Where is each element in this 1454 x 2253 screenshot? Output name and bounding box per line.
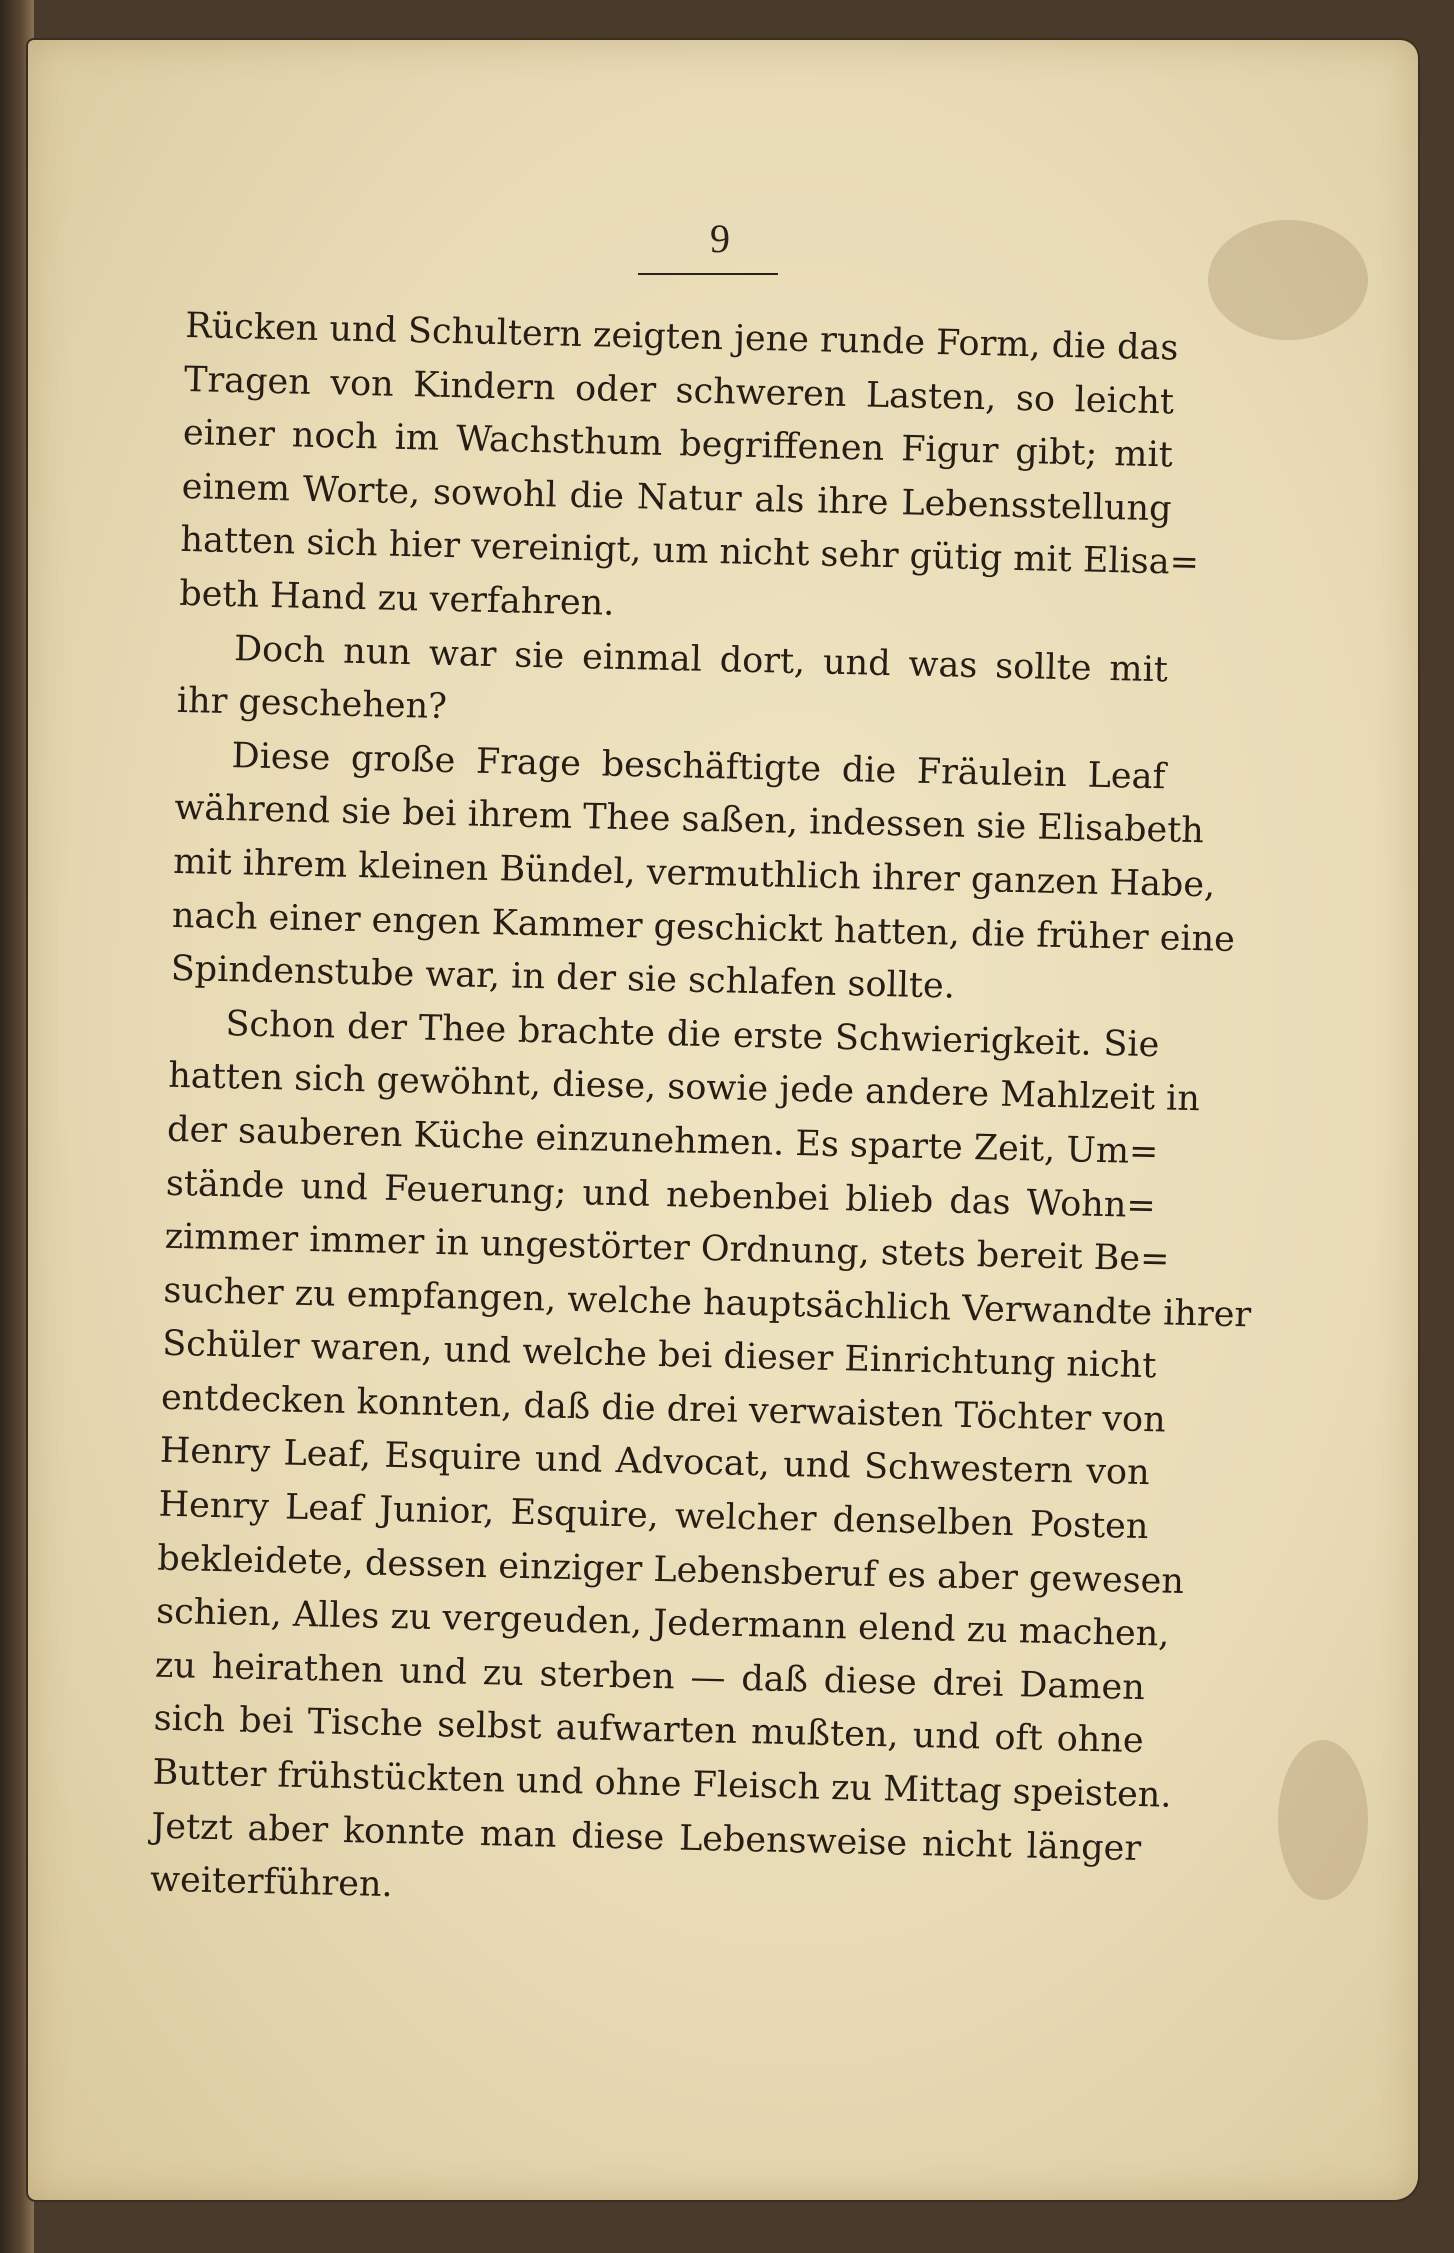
text-line: einem Worte, sowohl die Natur als ihre Lebensstellung: [181, 466, 1172, 530]
paragraph: [178, 300, 1200, 644]
paragraph: [149, 997, 1252, 1930]
text-line: Jetzt aber konnte man diese Lebensweise nicht länger: [150, 1806, 1142, 1869]
text-line: Schüler waren, und welche bei dieser Einrichtung nicht: [161, 1324, 1157, 1387]
text-line: beth Hand zu verfahren.: [178, 573, 615, 624]
paper-stain: [1278, 1740, 1368, 1900]
text-line: weiterführen.: [149, 1859, 394, 1906]
text-line: Henry Leaf, Esquire und Advocat, und Schwestern von: [159, 1431, 1151, 1494]
text-line: während sie bei ihrem Thee saßen, indessen sie Elisabeth: [174, 788, 1205, 852]
text-line: nach einer engen Kammer geschickt hatten, die früher eine: [171, 895, 1236, 960]
text-line: der sauberen Küche einzunehmen. Es sparte Zeit, Um=: [166, 1109, 1159, 1173]
text-line: einer noch im Wachsthum begriffenen Figur gibt; mit: [182, 413, 1174, 476]
text-line: hatten sich hier vereinigt, um nicht sehr gütig mit Elisa=: [180, 520, 1200, 584]
text-line: bekleidete, dessen einziger Lebensberuf es aber gewesen: [156, 1538, 1185, 1602]
text-line: Henry Leaf Junior, Esquire, welcher denselben Posten: [158, 1484, 1149, 1548]
text-line: hatten sich gewöhnt, diese, sowie jede andere Mahlzeit in: [167, 1056, 1201, 1120]
text-line: zimmer immer in ungestörter Ordnung, stets bereit Be=: [164, 1216, 1170, 1280]
page-number-rule: [638, 273, 778, 275]
page-number: 9: [710, 216, 730, 261]
text-line: Doch nun war sie einmal dort, und was sollte mit: [233, 628, 1169, 690]
text-line: zu heirathen und zu sterben — daß diese drei Damen: [154, 1645, 1146, 1708]
text-line: stände und Feuerung; und nebenbei blieb das Wohn=: [165, 1163, 1157, 1226]
text-line: Butter frühstückten und ohne Fleisch zu Mittag speisten.: [152, 1752, 1172, 1816]
text-line: entdecken konnten, daß die drei verwaisten Töchter von: [160, 1377, 1167, 1441]
text-line: Spindenstube war, in der sie schlafen sollte.: [170, 948, 956, 1007]
text-line: Tragen von Kindern oder schweren Lasten, so leicht: [183, 359, 1175, 423]
text-line: sucher zu empfangen, welche hauptsächlich Verwandte ihrer: [163, 1270, 1252, 1336]
text-line: sich bei Tische selbst aufwarten mußten, und oft ohne: [153, 1699, 1144, 1762]
paper-stain: [1208, 220, 1368, 340]
text-line: mit ihrem kleinen Bündel, vermuthlich ihrer ganzen Habe,: [172, 841, 1216, 906]
paragraph: [170, 729, 1236, 1019]
text-line: Rücken und Schultern zeigten jene runde Form, die das: [184, 305, 1179, 369]
text-line: schien, Alles zu vergeuden, Jedermann elend zu machen,: [155, 1591, 1170, 1655]
text-line: ihr geschehen?: [176, 681, 448, 728]
body-text: [149, 300, 1252, 1930]
text-line: Schon der Thee brachte die erste Schwierigkeit. Sie: [225, 1003, 1160, 1065]
text-line: Diese große Frage beschäftigte die Fräulein Leaf: [231, 735, 1166, 798]
